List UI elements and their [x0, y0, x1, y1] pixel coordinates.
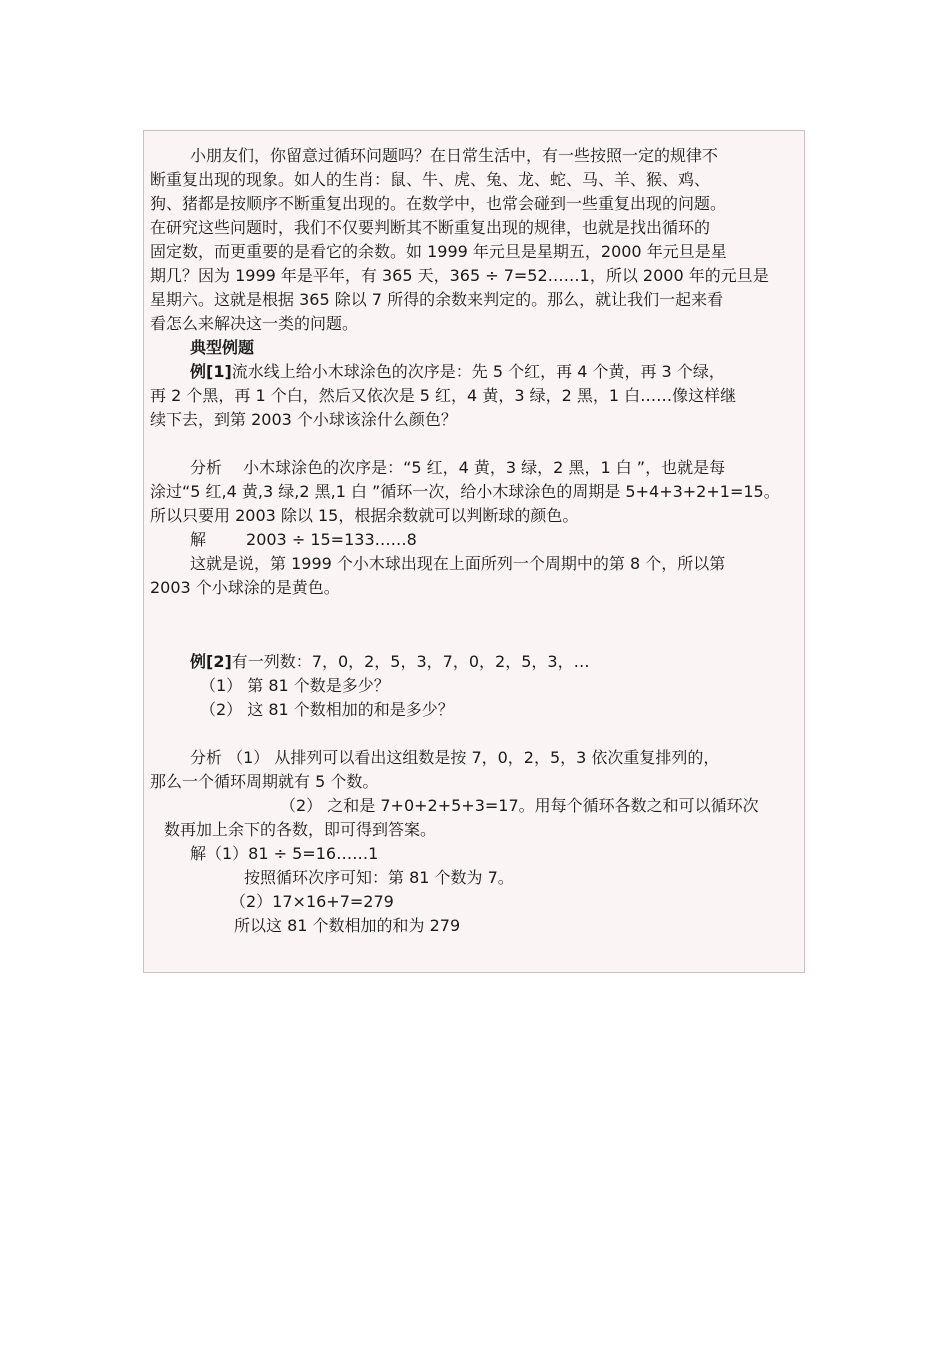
- intro-line: 在研究这些问题时，我们不仅要判断其不断重复出现的规律，也就是找出循环的: [150, 218, 711, 237]
- example-1-conclusion-line: 2003 个小球涂的是黄色。: [150, 578, 340, 597]
- example-2-analysis-line: （2） 之和是 7+0+2+5+3=17。用每个循环各数之和可以循环次: [280, 796, 759, 815]
- intro-line: 狗、猪都是按顺序不断重复出现的。在数学中，也常会碰到一些重复出现的问题。: [150, 194, 727, 213]
- example-2-label: 例[2]: [190, 652, 232, 671]
- example-1-conclusion-line: 这就是说，第 1999 个小木球出现在上面所列一个周期中的第 8 个，所以第: [190, 554, 726, 573]
- example-1-label: 例[1]: [190, 362, 232, 381]
- intro-line: 看怎么来解决这一类的问题。: [150, 314, 359, 333]
- example-1-solution-label: 解: [190, 530, 207, 549]
- intro-line: 固定数，而更重要的是看它的余数。如 1999 年元旦是星期五，2000 年元旦是星: [150, 242, 727, 261]
- example-2-solution-line: 所以这 81 个数相加的和为 279: [234, 916, 461, 935]
- example-2-solution-line: （2）17×16+7=279: [230, 892, 394, 911]
- example-1-solution-equation: 2003 ÷ 15=133……8: [246, 530, 417, 549]
- example-2-question-line: [190, 651, 590, 673]
- section-heading: 典型例题: [190, 338, 255, 357]
- example-1-question-line: 再 2 个黑，再 1 个白，然后又依次是 5 红，4 黄，3 绿，2 黑，1 白……像这样继: [150, 386, 737, 405]
- document-panel: [143, 130, 805, 973]
- example-1-analysis-line: 涂过“5 红,4 黄,3 绿,2 黑,1 白 ”循环一次，给小木球涂色的周期是 5+4+3+2+1=15。: [150, 482, 780, 501]
- example-2-analysis-line: 数再加上余下的各数，即可得到答案。: [164, 820, 437, 839]
- intro-line: 小朋友们，你留意过循环问题吗？在日常生活中，有一些按照一定的规律不: [190, 146, 719, 165]
- example-2-sub-question: （1） 第 81 个数是多少？: [200, 676, 390, 695]
- intro-line: 期几？因为 1999 年是平年，有 365 天，365 ÷ 7=52……1，所以 2000 年的元旦是: [150, 266, 769, 285]
- intro-line: 星期六。这就是根据 365 除以 7 所得的余数来判定的。那么，就让我们一起来看: [150, 290, 724, 309]
- example-1-question-line: [190, 361, 725, 383]
- example-2-solution-line: 解（1）81 ÷ 5=16……1: [190, 844, 379, 863]
- example-2-analysis-line: 那么一个循环周期就有 5 个数。: [150, 772, 379, 791]
- example-1-analysis-line: 分析 小木球涂色的次序是：“5 红，4 黄，3 绿，2 黑，1 白 ”，也就是每: [190, 458, 726, 477]
- example-2-solution-line: 按照循环次序可知：第 81 个数为 7。: [244, 868, 514, 887]
- example-2-question-text: 有一列数：7，0，2，5，3，7，0，2，5，3，…: [231, 652, 590, 671]
- example-2-sub-question: （2） 这 81 个数相加的和是多少？: [200, 700, 454, 719]
- example-1-analysis-line: 所以只要用 2003 除以 15，根据余数就可以判断球的颜色。: [150, 506, 579, 525]
- example-1-solution-line: [190, 529, 417, 551]
- example-1-question-text: 流水线上给小木球涂色的次序是：先 5 个红，再 4 个黄，再 3 个绿，: [231, 362, 725, 381]
- intro-line: 断重复出现的现象。如人的生肖：鼠、牛、虎、兔、龙、蛇、马、羊、猴、鸡、: [150, 170, 711, 189]
- example-1-question-line: 续下去，到第 2003 个小球该涂什么颜色？: [150, 410, 457, 429]
- example-2-analysis-line: 分析 （1） 从排列可以看出这组数是按 7，0，2，5，3 依次重复排列的，: [190, 748, 720, 767]
